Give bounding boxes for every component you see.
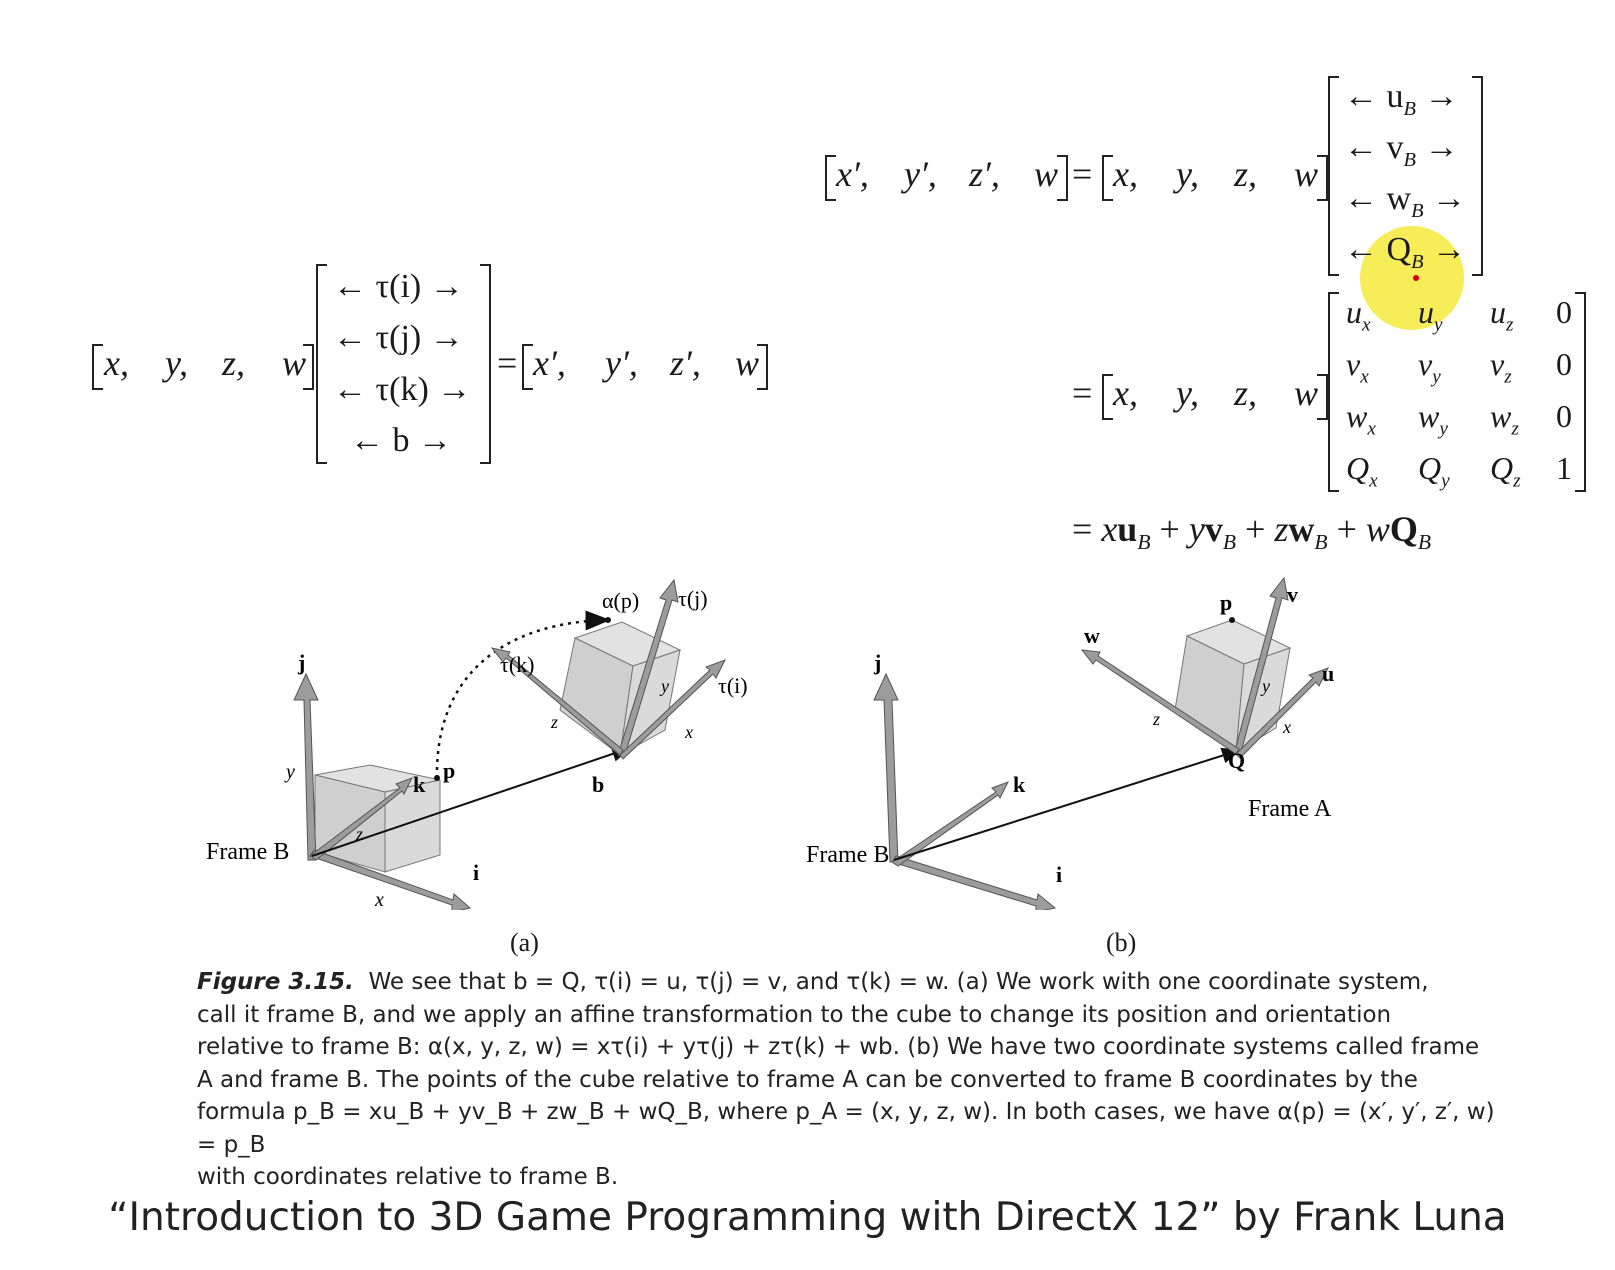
cursor-dot — [1413, 275, 1419, 281]
book-credit: “Introduction to 3D Game Programming with DirectX 12” by Frank Luna — [108, 1195, 1507, 1240]
lhs-left-bracket — [825, 155, 836, 201]
label-cube-y: y — [661, 676, 669, 696]
basis-sub: B — [1411, 199, 1424, 222]
matrix-cell: $w_x$ — [1346, 398, 1376, 440]
label-p: p — [443, 758, 456, 783]
rhs-w: w — [735, 343, 760, 383]
caption-line-4: A and frame B. The points of the cube relative to frame A can be converted to frame B coordinates by the — [197, 1066, 1418, 1093]
basis-row-v: ← $v_B$ → — [1344, 129, 1459, 171]
axis-j-arrow — [294, 674, 318, 860]
row-vector-y: y, — [165, 343, 188, 383]
label-v: v — [1287, 582, 1298, 607]
matrix-cell: $v_x$ — [1346, 346, 1369, 388]
rv2-right-bracket — [1317, 374, 1328, 420]
rv-w: w — [1294, 154, 1319, 194]
equals-sign: = — [497, 343, 518, 383]
label-w: w — [1084, 623, 1100, 648]
basis-sub: B — [1403, 97, 1416, 120]
caption-line-5: formula p_B = xu_B + yv_B + zw_B + wQ_B, where p_A = (x, y, z, w). In both cases, we have α(p) = (x′, y′, z′, w) = p_B — [197, 1099, 1495, 1158]
basis-sub: B — [1403, 148, 1416, 171]
rhs-z: z′, — [670, 343, 701, 383]
figure-b — [800, 570, 1360, 910]
basis-row-u: ← $u_B$ → — [1344, 78, 1459, 120]
label-frame-b: Frame B — [206, 839, 290, 865]
lhs-w: w — [1034, 154, 1059, 194]
label-i: i — [1056, 862, 1063, 887]
lhs-right-bracket — [1057, 155, 1068, 201]
rv2-x: x, — [1113, 373, 1138, 413]
label-k: k — [1013, 772, 1026, 797]
figure-a — [190, 570, 790, 910]
label-cube-z: z — [1153, 709, 1161, 729]
rhs-right-bracket — [757, 344, 768, 390]
label-i: i — [473, 860, 480, 885]
basis-row-w-text: ← w — [1344, 180, 1412, 217]
basis-sub: B — [1411, 250, 1424, 273]
axis-i-arrow — [892, 856, 1055, 910]
cube-frame-a — [1175, 620, 1290, 752]
basis-left-bracket — [1328, 76, 1339, 276]
right-bracket — [303, 344, 314, 390]
matrix-cell: $Q_x$ — [1346, 450, 1378, 492]
point-alpha-p — [605, 617, 611, 623]
matrix-cell: $u_z$ — [1490, 294, 1514, 336]
rv-x: x, — [1113, 154, 1138, 194]
matrix-cell: 0 — [1556, 294, 1572, 330]
matrix-cell: $w_z$ — [1490, 398, 1519, 440]
label-u: u — [1322, 661, 1335, 686]
label-tau-k: τ(k) — [500, 652, 535, 677]
row-vector-z: z, — [222, 343, 246, 383]
rv2-left-bracket — [1102, 374, 1113, 420]
matrix-cell: $w_y$ — [1418, 398, 1448, 440]
matrix-cell: 0 — [1556, 346, 1572, 382]
matrix-cell: $Q_y$ — [1418, 450, 1450, 492]
label-p: p — [1220, 590, 1233, 615]
lhs-z: z′, — [969, 154, 1000, 194]
rv-y: y, — [1176, 154, 1199, 194]
label-tau-i: τ(i) — [718, 673, 748, 698]
label-cube-x: x — [685, 722, 693, 742]
rv-z: z, — [1234, 154, 1258, 194]
matrix-cell: $u_y$ — [1418, 294, 1443, 336]
rhs-left-bracket — [522, 344, 533, 390]
basis-row-w: ← $w_B$ → — [1344, 180, 1467, 222]
basis-row-q-text: ← Q — [1344, 231, 1412, 268]
caption-line-2: call it frame B, and we apply an affine transformation to the cube to change its position and orientation — [197, 1001, 1392, 1028]
label-alpha-p: α(p) — [602, 588, 640, 613]
label-q: Q — [1228, 748, 1246, 773]
left-bracket — [92, 344, 103, 390]
label-frame-b: Frame B — [806, 842, 890, 868]
caption-line-3: relative to frame B: α(x, y, z, w) = xτ(i) + yτ(j) + zτ(k) + wb. (b) We have two coordinate systems called frame — [197, 1034, 1480, 1060]
label-j: j — [874, 650, 882, 675]
lhs-x: x′, — [836, 154, 869, 194]
basis-row-v-text: ← v — [1344, 129, 1404, 166]
caption-text-1: We see that b = Q, τ(i) = u, τ(j) = v, and τ(k) = w. (a) We work with one coordinate system, — [368, 969, 1429, 995]
matrix-cell: 0 — [1556, 398, 1572, 434]
label-y: y — [286, 761, 295, 783]
caption-lead: Figure 3.15. — [197, 969, 354, 995]
rv2-y: y, — [1176, 373, 1199, 413]
caption-line-6: with coordinates relative to frame B. — [197, 1164, 619, 1190]
basis-row-u-text: ← u — [1344, 78, 1404, 115]
lhs-y: y′, — [904, 154, 937, 194]
rv-left-bracket — [1102, 155, 1113, 201]
point-p — [434, 775, 440, 781]
axis-k-arrow — [892, 782, 1008, 866]
matrix-right-bracket — [480, 264, 491, 464]
equals-sign-1: = — [1072, 154, 1093, 194]
row-vector-w: w — [282, 343, 307, 383]
caption-line-1 — [197, 966, 1497, 999]
axis-j-arrow — [874, 674, 898, 862]
rv2-w: w — [1294, 373, 1319, 413]
basis-right-bracket — [1472, 76, 1483, 276]
label-tau-j: τ(j) — [678, 586, 708, 611]
matrix-cell: $Q_z$ — [1490, 450, 1521, 492]
matrix-cell: $v_z$ — [1490, 346, 1512, 388]
sublabel-b: (b) — [1106, 928, 1137, 957]
label-x: x — [375, 889, 384, 910]
sublabel-a: (a) — [510, 928, 539, 957]
m4-right-bracket — [1575, 292, 1586, 492]
matrix-row-tau-j: ← τ(j) → — [333, 319, 464, 356]
label-cube-y: y — [1262, 676, 1270, 696]
rhs-y: y′, — [605, 343, 638, 383]
label-cube-z: z — [551, 712, 559, 732]
point-p — [1229, 617, 1235, 623]
rv-right-bracket — [1317, 155, 1328, 201]
label-cube-x: x — [1283, 717, 1291, 737]
m4-left-bracket — [1328, 292, 1339, 492]
equals-sign-2: = — [1072, 373, 1093, 413]
rv2-z: z, — [1234, 373, 1258, 413]
matrix-cell: $v_y$ — [1418, 346, 1441, 388]
basis-row-q: ← $Q_B$ → — [1344, 231, 1467, 273]
vector-q — [894, 750, 1240, 860]
label-j: j — [298, 650, 306, 675]
matrix-left-bracket — [316, 264, 327, 464]
label-z: z — [356, 824, 364, 844]
matrix-cell: 1 — [1556, 450, 1572, 486]
matrix-row-b: ← b → — [350, 422, 452, 459]
row-vector-x: x, — [104, 343, 129, 383]
rhs-x: x′, — [533, 343, 566, 383]
label-b: b — [592, 772, 605, 797]
figure-caption — [197, 966, 1497, 1194]
matrix-row-tau-k: ← τ(k) → — [333, 371, 472, 408]
final-expression: = $xu_B + yv_B + zw_B + wQ_B$ — [1072, 509, 1432, 555]
matrix-row-tau-i: ← τ(i) → — [333, 268, 464, 305]
label-frame-a: Frame A — [1248, 796, 1332, 822]
matrix-cell: $u_x$ — [1346, 294, 1371, 336]
label-k: k — [413, 772, 426, 797]
